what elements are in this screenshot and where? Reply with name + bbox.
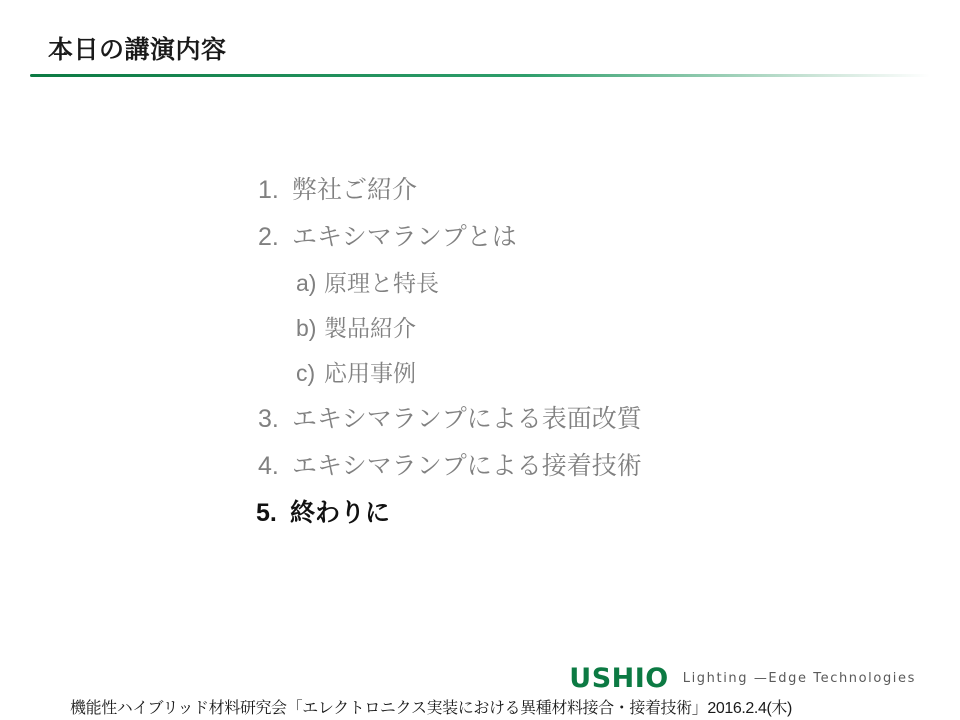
title-divider — [30, 74, 930, 77]
list-item-marker: b) — [296, 315, 317, 341]
list-item — [296, 362, 878, 385]
page-title: 本日の講演内容 — [48, 36, 227, 64]
list-item-marker: 3. — [258, 405, 279, 433]
list-item-label: 原理と特長 — [324, 270, 439, 296]
list-item-label: エキシマランプによる表面改質 — [292, 405, 642, 433]
list-item — [256, 501, 878, 526]
list-item-marker: a) — [296, 270, 317, 296]
logo-wordmark: USHIO — [569, 663, 669, 694]
list-item-label: 応用事例 — [324, 360, 416, 386]
list-item-label: エキシマランプとは — [292, 223, 517, 251]
list-item-label: 終わりに — [290, 499, 391, 527]
list-item — [258, 454, 878, 479]
logo-tagline: Lighting —Edge Technologies — [682, 671, 916, 686]
list-item — [296, 317, 878, 340]
list-item-marker: 2. — [258, 223, 279, 251]
list-item — [258, 178, 878, 203]
list-item-label: 弊社ご紹介 — [292, 176, 418, 204]
list-item-marker: c) — [296, 360, 316, 386]
list-item — [258, 407, 878, 432]
list-item — [258, 225, 878, 250]
list-item-marker: 4. — [258, 452, 279, 480]
list-item-marker: 1. — [258, 176, 279, 204]
list-item-label: エキシマランプによる接着技術 — [292, 452, 642, 480]
agenda-list — [258, 178, 878, 548]
list-item-marker: 5. — [256, 499, 277, 527]
footer-band — [0, 684, 960, 720]
footer-caption: 機能性ハイブリッド材料研究会「エレクトロニクス実装における異種材料接合・接着技術」2016.2.4(木) — [70, 700, 792, 717]
list-item-label: 製品紹介 — [324, 315, 416, 341]
list-item — [296, 272, 878, 295]
